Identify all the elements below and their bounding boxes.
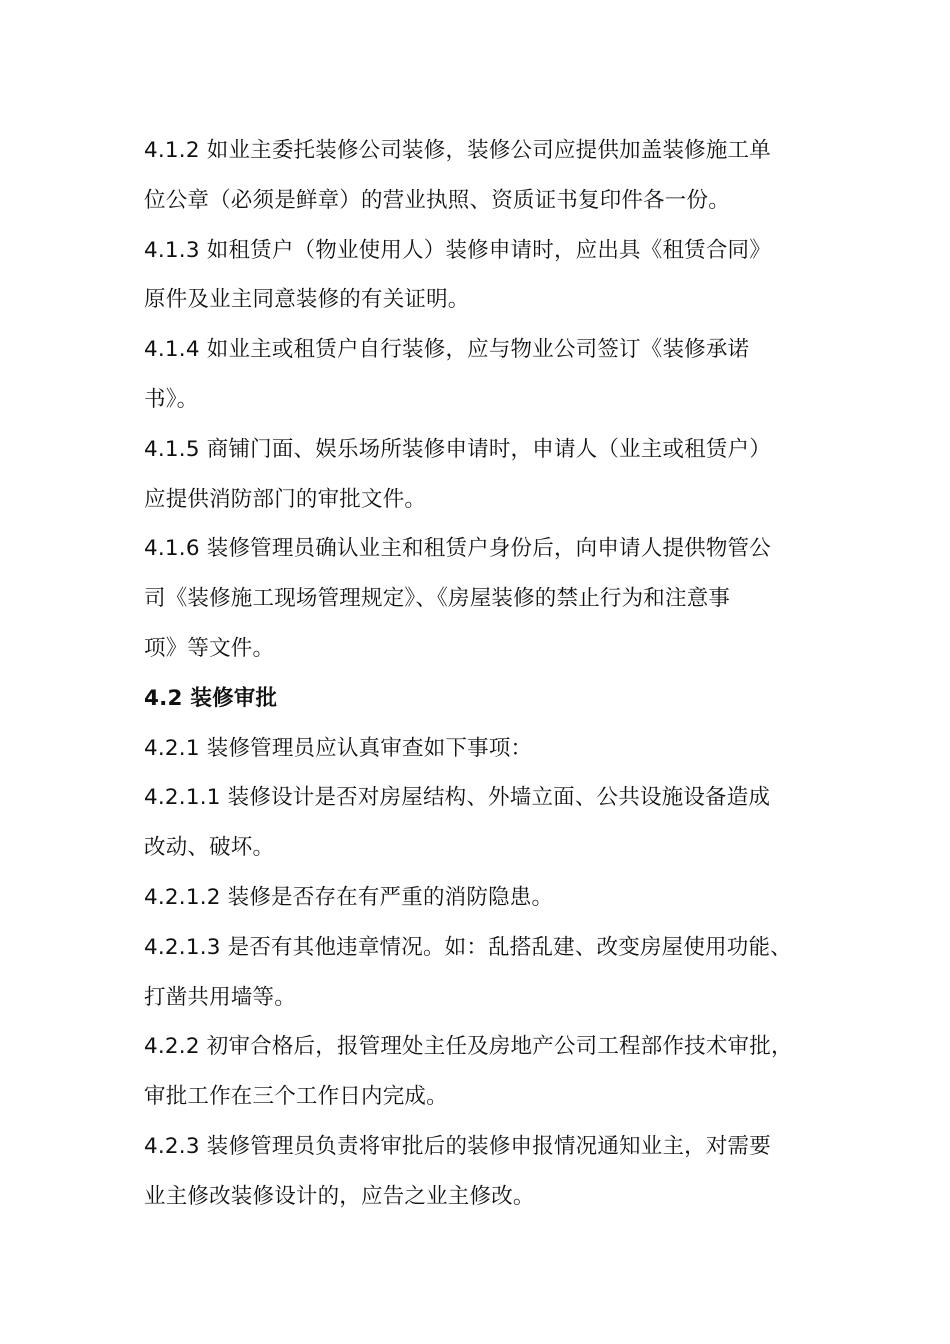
section-heading-4-2: 4.2 装修审批	[144, 685, 278, 711]
text-line-4-2-1-3-b: 打凿共用墙等。	[144, 984, 296, 1010]
text-line-4-1-5-a: 4.1.5 商铺门面、娱乐场所装修申请时，申请人（业主或租赁户）	[144, 436, 771, 462]
text-line-4-1-3-b: 原件及业主同意装修的有关证明。	[144, 287, 470, 313]
text-line-4-1-5-b: 应提供消防部门的审批文件。	[144, 486, 427, 512]
text-line-4-2-2-b: 审批工作在三个工作日内完成。	[144, 1084, 448, 1110]
text-line-4-2-1-1-a: 4.2.1.1 装修设计是否对房屋结构、外墙立面、公共设施设备造成	[144, 785, 771, 811]
document-body	[144, 126, 824, 1222]
text-line-4-2-1: 4.2.1 装修管理员应认真审查如下事项：	[144, 735, 533, 761]
text-line-4-1-4-a: 4.1.4 如业主或租赁户自行装修，应与物业公司签订《装修承诺	[144, 337, 750, 363]
text-line-4-2-3-b: 业主修改装修设计的，应告之业主修改。	[144, 1183, 535, 1209]
text-line-4-1-6-b: 司《装修施工现场管理规定》、《房屋装修的禁止行为和注意事	[144, 586, 731, 612]
text-line-4-1-6-a: 4.1.6 装修管理员确认业主和租赁户身份后，向申请人提供物管公	[144, 536, 771, 562]
text-line-4-1-2-a: 4.1.2 如业主委托装修公司装修，装修公司应提供加盖装修施工单	[144, 138, 771, 163]
text-line-4-2-1-1-b: 改动、破坏。	[144, 835, 275, 861]
text-line-4-2-1-3-a: 4.2.1.3 是否有其他违章情况。如：乱搭乱建、改变房屋使用功能、	[144, 934, 792, 960]
text-line-4-1-4-b: 书》。	[144, 386, 199, 412]
text-line-4-2-1-2: 4.2.1.2 装修是否存在有严重的消防隐患。	[144, 884, 554, 910]
text-line-4-1-2-b: 位公章（必须是鲜章）的营业执照、资质证书复印件各一份。	[144, 187, 730, 213]
text-line-4-2-2-a: 4.2.2 初审合格后，报管理处主任及房地产公司工程部作技术审批，	[144, 1034, 793, 1060]
text-line-4-2-3-a: 4.2.3 装修管理员负责将审批后的装修申报情况通知业主，对需要	[144, 1133, 771, 1159]
text-line-4-1-3-a: 4.1.3 如租赁户（物业使用人）装修申请时，应出具《租赁合同》	[144, 237, 771, 263]
text-line-4-1-6-c: 项》等文件。	[144, 635, 275, 661]
